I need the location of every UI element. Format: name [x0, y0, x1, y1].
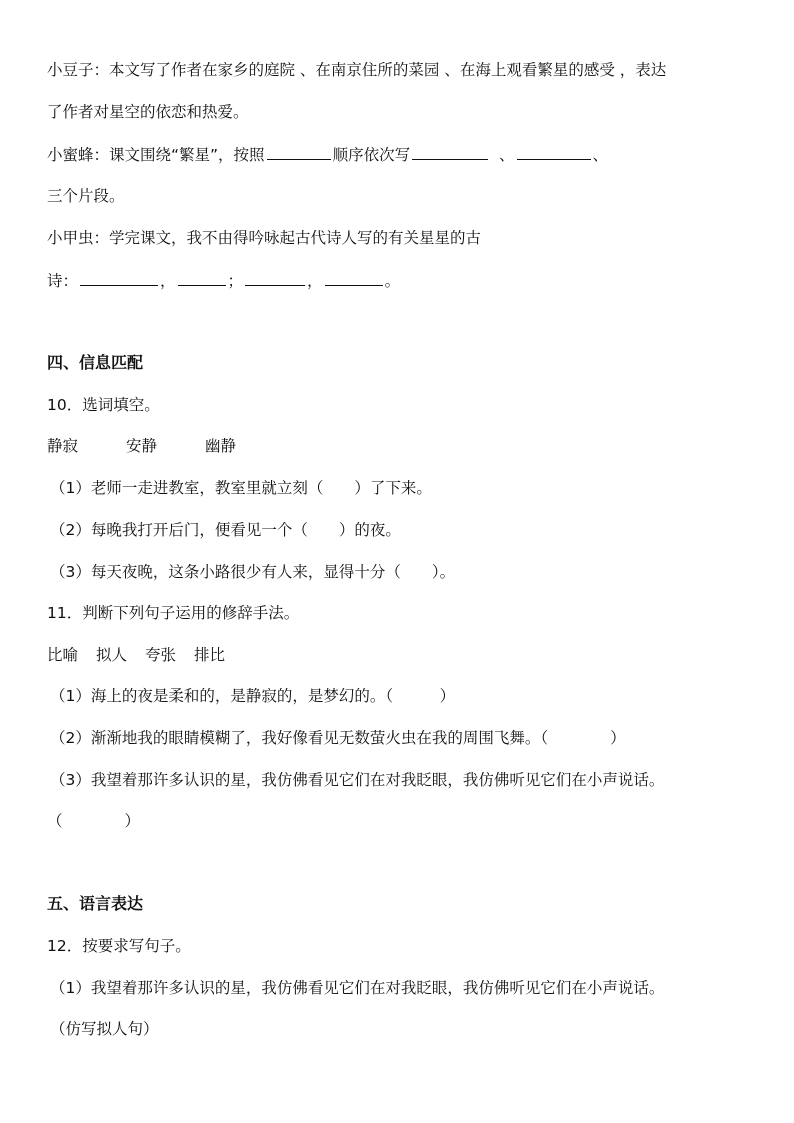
xiaomifeng-line: [47, 144, 608, 165]
xiaodouzi-line-1: 小豆子：本文写了作者在家乡的庭院 、在南京住所的菜园 、在海上观看繁星的感受 ，表达: [47, 61, 667, 79]
segment-blank-1[interactable]: [412, 144, 488, 160]
rhetoric-option: 夸张: [145, 646, 177, 664]
xiaojiachong-line-1: 小甲虫：学完课文，我不由得吟咏起古代诗人写的有关星星的古: [47, 229, 482, 247]
poem-blank-1[interactable]: [80, 270, 158, 286]
q11-item-2: （2）渐渐地我的眼睛模糊了，我好像看见无数萤火虫在我的周围飞舞。（ ）: [50, 729, 626, 747]
q12-item-1: （1）我望着那许多认识的星，我仿佛看见它们在对我眨眼，我仿佛听见它们在小声说话。: [50, 979, 665, 997]
q11-item-3: （3）我望着那许多认识的星，我仿佛看见它们在对我眨眼，我仿佛听见它们在小声说话。: [50, 771, 665, 789]
q10-title: 10．选词填空。: [47, 396, 160, 414]
xiaomifeng-text-a: 小蜜蜂：课文围绕“繁星”，按照: [47, 146, 265, 164]
semicolon: ；: [227, 272, 244, 290]
q11-item-3-answer: （ ）: [47, 812, 141, 830]
q10-item-3: （3）每天夜晚，这条小路很少有人来，显得十分（ ）。: [50, 563, 456, 581]
segment-blank-2[interactable]: [517, 144, 591, 160]
comma: ，: [160, 272, 176, 290]
q10-item-2: （2）每晚我打开后门，便看见一个（ ）的夜。: [50, 521, 401, 539]
period: 。: [384, 272, 401, 290]
word-option: 幽静: [205, 437, 237, 455]
q10-word-bank: [47, 436, 236, 456]
comma: ，: [307, 272, 323, 290]
poem-blank-4[interactable]: [325, 270, 383, 286]
section-4-heading: 四、信息匹配: [47, 353, 144, 372]
section-5-heading: 五、语言表达: [47, 894, 144, 913]
poem-blank-2[interactable]: [178, 270, 226, 286]
dun-separator: 、: [592, 146, 609, 164]
poem-label: 诗：: [47, 272, 79, 290]
xiaodouzi-line-2: 了作者对星空的依恋和热爱。: [47, 103, 249, 121]
word-option: 静寂: [47, 437, 79, 455]
q12-item-1-hint: （仿写拟人句）: [50, 1020, 159, 1038]
q11-options: [47, 645, 225, 665]
order-blank[interactable]: [267, 144, 331, 160]
q11-title: 11．判断下列句子运用的修辞手法。: [47, 604, 300, 622]
xiaojiachong-line-2: [47, 270, 400, 291]
rhetoric-option: 排比: [194, 646, 226, 664]
word-option: 安静: [126, 437, 158, 455]
xiaomifeng-line-2: 三个片段。: [47, 187, 125, 205]
q12-title: 12．按要求写句子。: [47, 937, 191, 955]
xiaomifeng-text-b: 顺序依次写: [332, 146, 411, 164]
dun-separator: 、: [499, 146, 515, 164]
q11-item-1: （1）海上的夜是柔和的，是静寂的，是梦幻的。（ ）: [50, 687, 456, 705]
rhetoric-option: 拟人: [96, 646, 128, 664]
q10-item-1: （1）老师一走进教室，教室里就立刻（ ）了下来。: [50, 479, 432, 497]
poem-blank-3[interactable]: [245, 270, 305, 286]
rhetoric-option: 比喻: [47, 646, 79, 664]
